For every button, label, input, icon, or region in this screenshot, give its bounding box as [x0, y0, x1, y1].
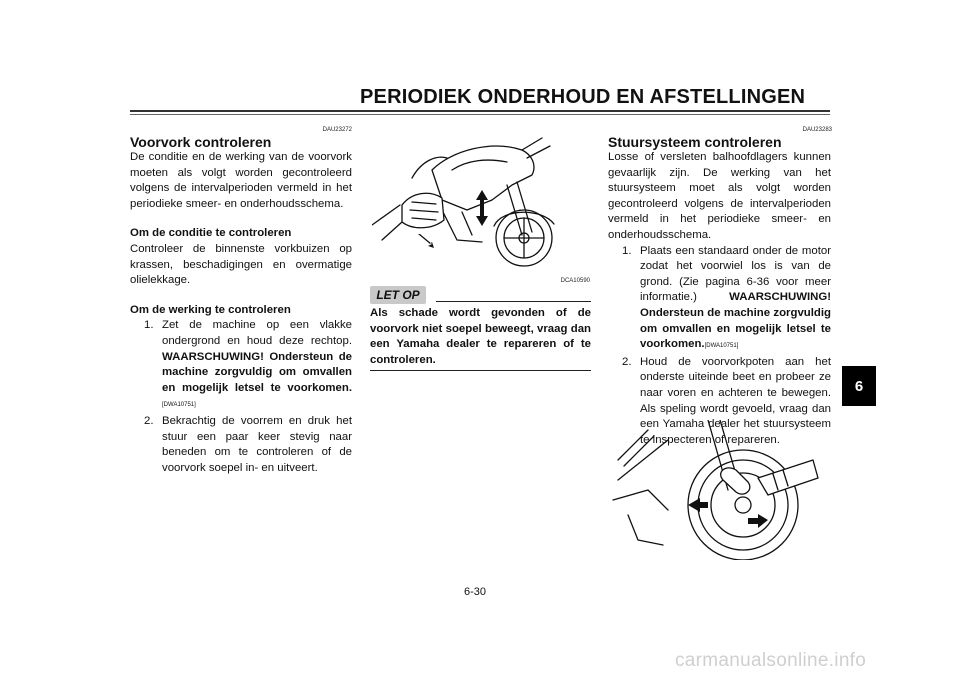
caution-rule-bottom: [370, 370, 591, 371]
list-item: 1. Plaats een standaard onder de motor zodat het voorwiel los is van de grond. (Zie pagina 6-36 voor meer informatie.) WAARSCHUWING! Ondersteun de machine zorgvuldig om omvallen en mogelijk letsel te voorkomen.[DWA10751]: [622, 244, 831, 351]
list-item: 1. Zet de machine op een vlakke ondergrond en houd deze rechtop. WAARSCHUWING! Ondersteun de machine zorgvuldig om omvallen en mogelijk letsel te voorkomen.[DWA10751]: [144, 319, 352, 409]
condition-text: Controleer de binnenste vorkbuizen op krassen, beschadigingen en overmatige olielekkage.: [130, 242, 352, 287]
subheading-condition: Om de conditie te controleren: [130, 227, 292, 240]
chapter-tab[interactable]: 6: [842, 366, 876, 406]
fork-illustration: [372, 130, 592, 280]
section-title: Voorvork controleren: [130, 134, 272, 150]
intro-text-right: Losse of versleten balhoofdlagers kunnen gevaarlijk zijn. De werking van het stuursysteem moet als volgt worden gecontroleerd volgens de intervalperioden vermeld in het periodieke smeer- en onderhoudsschema.: [608, 151, 831, 241]
right-column: [608, 134, 831, 448]
figure-code: DCA10590: [560, 278, 590, 284]
section-code-right: DAU23283: [802, 127, 832, 133]
list-item: 2. Houd de voorvorkpoten aan het onderste uiteinde beet en probeer ze naar voren en achteren te bewegen. Als speling wordt gevoeld, vraag dan een Yamaha dealer het stuursysteem te inspecteren of repareren.: [622, 355, 831, 446]
section-code: DAU23272: [322, 127, 352, 133]
steps-list: [144, 318, 352, 476]
warning-ref: [DWA10751]: [162, 402, 196, 409]
warning-text: WAARSCHUWING! Ondersteun de machine zorgvuldig om omvallen en mogelijk letsel te voorkomen.: [640, 291, 831, 351]
caution-rule-top: [436, 301, 591, 302]
watermark: carmanualsonline.info: [675, 650, 867, 671]
warning-ref: [DWA10751]: [704, 343, 739, 350]
steps-list-right: [622, 244, 831, 449]
page-number: 6-30: [464, 586, 487, 598]
warning-text: WAARSCHUWING! Ondersteun de machine zorgvuldig om omvallen en mogelijk letsel te voorkomen.: [162, 350, 352, 394]
header-rule-thin: [130, 114, 830, 115]
caution-text: Als schade wordt gevonden of de voorvork niet soepel beweegt, vraag dan een Yamaha dealer te repareren of te controleren.: [370, 307, 591, 366]
page-title: PERIODIEK ONDERHOUD EN AFSTELLINGEN: [360, 86, 806, 108]
header-rule: [130, 110, 830, 112]
steering-illustration: [608, 420, 833, 560]
list-item: 2. Bekrachtig de voorrem en druk het stuur een paar keer stevig naar beneden om te controleren of de voorvork soepel in- en uitveert.: [144, 414, 352, 474]
subheading-operation: Om de werking te controleren: [130, 303, 291, 316]
left-column: [130, 134, 352, 476]
caution-label: LET OP: [370, 286, 426, 304]
section-title-right: Stuursysteem controleren: [608, 134, 782, 150]
intro-text: De conditie en de werking van de voorvork moeten als volgt worden gecontroleerd volgens de intervalperioden vermeld in het periodieke smeer- en onderhoudsschema.: [130, 151, 352, 210]
